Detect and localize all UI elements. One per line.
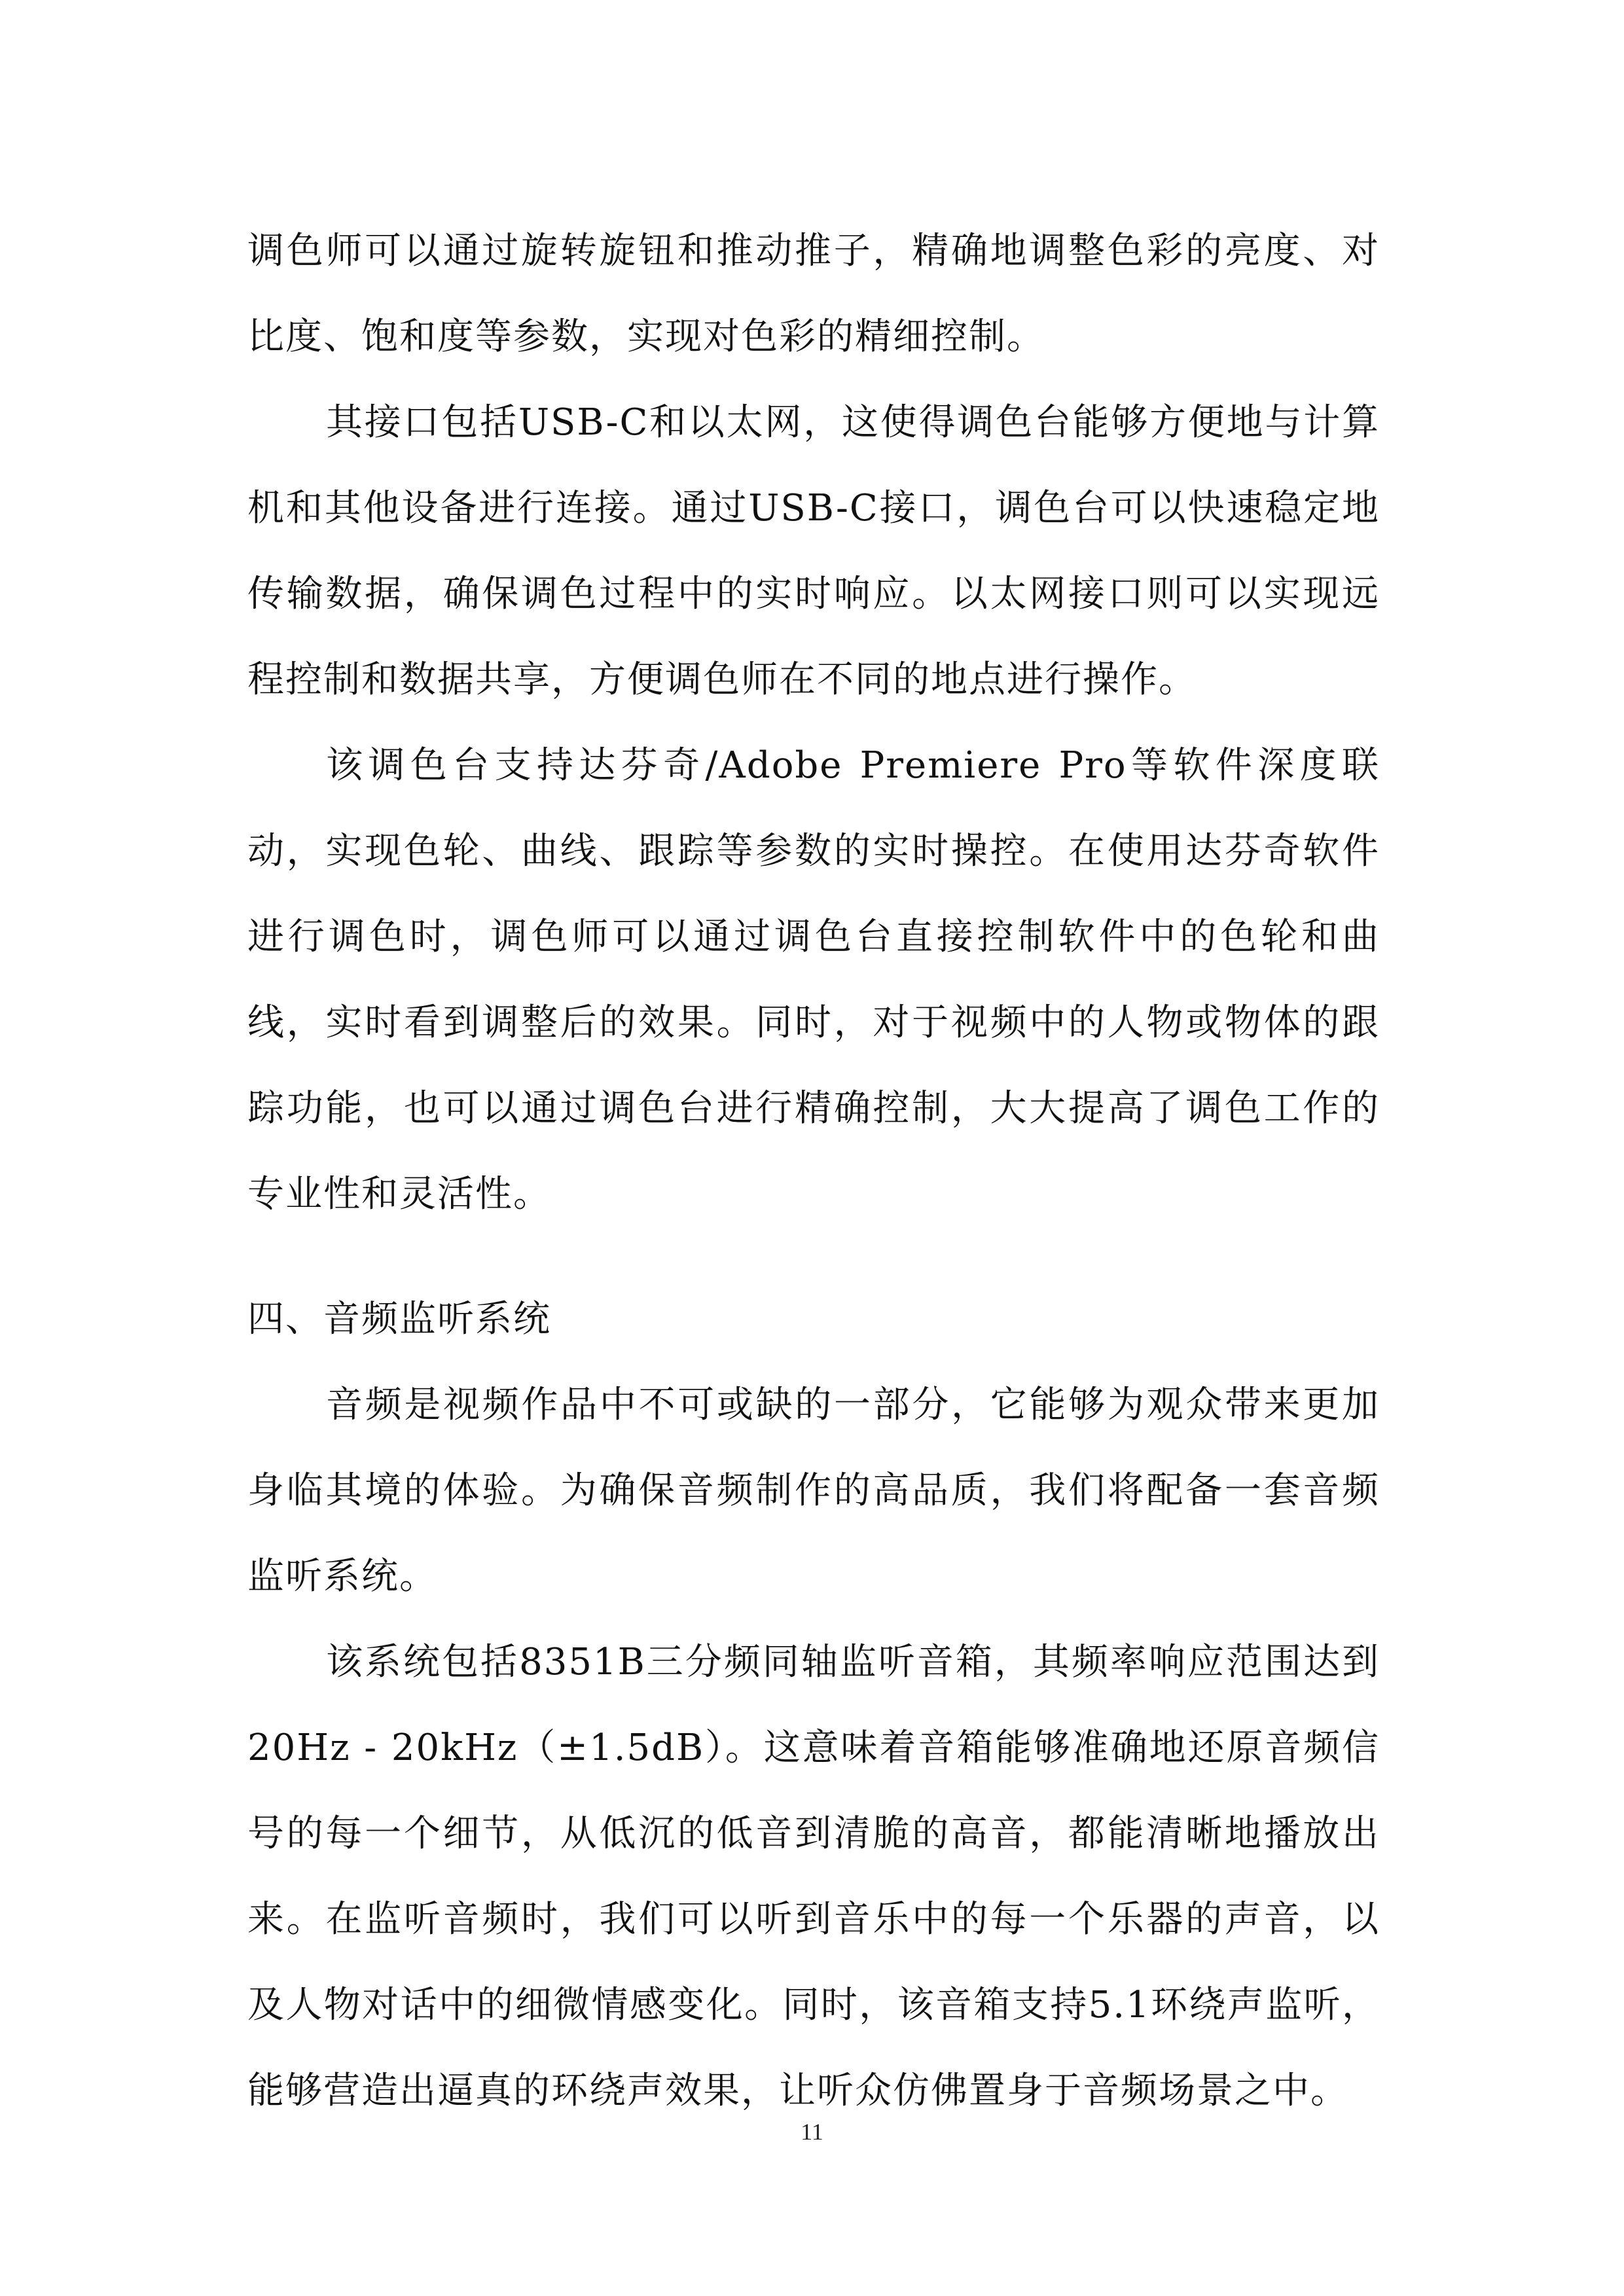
paragraph-color-control: 调色师可以通过旋转旋钮和推动推子，精确地调整色彩的亮度、对比度、饱和度等参数，实现对色彩的精细控制。 — [247, 230, 1380, 358]
paragraph-interfaces: 其接口包括USB-C和以太网，这使得调色台能够方便地与计算机和其他设备进行连接。通过USB-C接口，调色台可以快速稳定地传输数据，确保调色过程中的实时响应。以太网接口则可以实现远程控制和数据共享，方便调色师在不同的地点进行操作。 — [247, 401, 1380, 701]
page-body — [247, 208, 1380, 2134]
paragraph-monitor-speakers: 该系统包括8351B三分频同轴监听音箱，其频率响应范围达到20Hz - 20kHz（±1.5dB）。这意味着音箱能够准确地还原音频信号的每一个细节，从低沉的低音到清脆的高音，都能清晰地播放出来。在监听音频时，我们可以听到音乐中的每一个乐器的声音，以及人物对话中的细微情感变化。同时，该音箱支持5.1环绕声监听，能够营造出逼真的环绕声效果，让听众仿佛置身于音频场景之中。 — [247, 1641, 1380, 2112]
section-heading-audio-monitoring: 四、音频监听系统 — [247, 1298, 551, 1340]
page-number: 11 — [801, 2119, 823, 2145]
paragraph-software-integration: 该调色台支持达芬奇/Adobe Premiere Pro等软件深度联动，实现色轮、曲线、跟踪等参数的实时操控。在使用达芬奇软件进行调色时，调色师可以通过调色台直接控制软件中的色轮和曲线，实时看到调整后的效果。同时，对于视频中的人物或物体的跟踪功能，也可以通过调色台进行精确控制，大大提高了调色工作的专业性和灵活性。 — [247, 744, 1380, 1215]
paragraph-audio-intro: 音频是视频作品中不可或缺的一部分，它能够为观众带来更加身临其境的体验。为确保音频制作的高品质，我们将配备一套音频监听系统。 — [247, 1384, 1380, 1598]
